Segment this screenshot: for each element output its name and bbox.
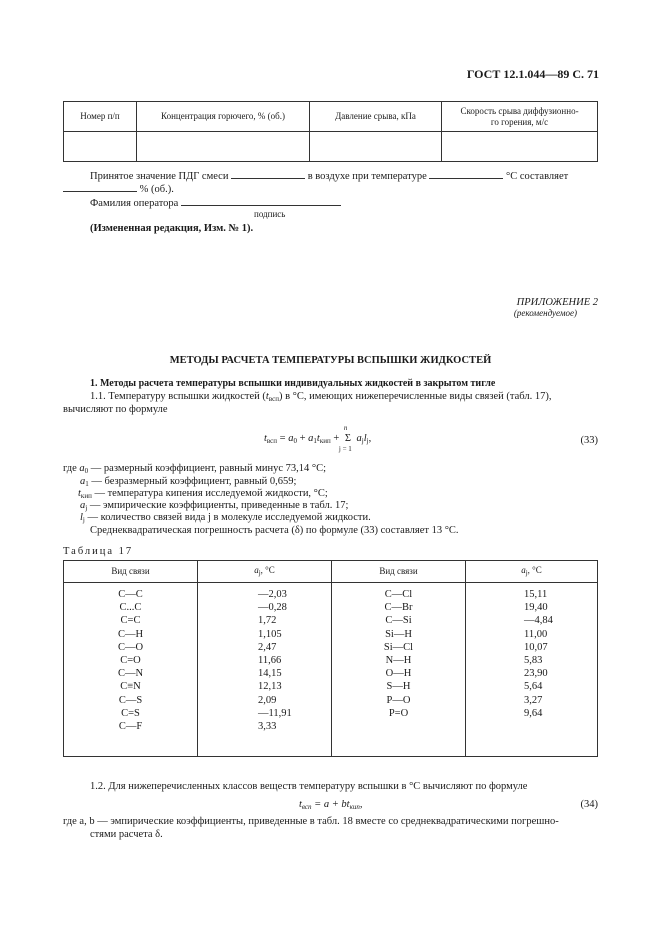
form-line-2	[63, 181, 174, 196]
symbol-sub: 0	[293, 437, 297, 445]
bond-cell: S—Н	[386, 681, 411, 693]
symbol-t: t	[265, 391, 269, 402]
legend-sub: j	[82, 516, 85, 524]
legend-symbol: a	[80, 500, 86, 511]
text-run: 1.1. Температуру вспышки жидкостей (	[90, 391, 266, 402]
form-table	[63, 101, 598, 162]
coef-unit: , °С	[260, 564, 275, 575]
blank-line	[181, 195, 341, 206]
value-cell: 19,40	[524, 602, 548, 614]
value-cell: 11,66	[258, 654, 282, 666]
form-text: % (об.).	[139, 184, 174, 195]
legend-symbol: t	[78, 488, 81, 499]
table-cell	[310, 132, 442, 162]
coef-symbol: a	[254, 564, 259, 575]
legend-symbol: l	[80, 512, 83, 523]
bond-cell: С=О	[120, 654, 141, 666]
operator: =	[277, 433, 289, 444]
sum-lower: j = 1	[338, 445, 352, 453]
formula-33-number: (33)	[580, 435, 598, 446]
appendix-subtitle: (рекомендуемое)	[513, 308, 577, 318]
value-cell: 14,15	[258, 668, 282, 680]
formula-rhs: = a + bt	[311, 799, 350, 810]
bond-cell: С—S	[118, 694, 143, 706]
symbol: a	[356, 433, 362, 444]
value-cell: —4,84	[524, 615, 553, 627]
form-text: °С составляет	[506, 171, 569, 182]
closing-line-2: стями расчета δ.	[90, 829, 163, 840]
value-cell: 2,47	[258, 641, 277, 653]
bond-cell: Si—Н	[385, 628, 412, 640]
blank-line	[429, 168, 503, 179]
coef-unit: , °С	[527, 564, 542, 575]
section-title: МЕТОДЫ РАСЧЕТА ТЕМПЕРАТУРЫ ВСПЫШКИ ЖИДКОСТЕЙ	[169, 355, 492, 366]
table-header-cell: Номер п/п	[64, 102, 137, 132]
bond-cell: С≡N	[120, 681, 141, 693]
bond-cell: С—Si	[385, 615, 412, 627]
operator: +	[330, 433, 342, 444]
legend-prefix: где	[63, 463, 80, 474]
value-cell: 5,64	[524, 681, 543, 693]
table-header-cell: Концентрация горючего, % (об.)	[137, 102, 310, 132]
bond-cell: О—Н	[385, 668, 412, 680]
legend-symbol: a	[79, 463, 85, 474]
legend-sub: j	[85, 504, 88, 512]
value-cell: —2,03	[258, 589, 287, 600]
table-cell	[64, 132, 137, 162]
subsection-title: 1. Методы расчета температуры вспышки индивидуальных жидкостей в закрытом тигле	[90, 378, 496, 389]
value-cell: 23,90	[524, 668, 548, 680]
legend-text: — безразмерный коэффициент, равный 0,659;	[91, 476, 297, 487]
bond-cell: Р—О	[386, 694, 411, 706]
bond-cell: С—О	[117, 641, 144, 653]
bond-cell: Р=О	[388, 707, 409, 719]
coef-sub: j	[525, 568, 528, 577]
header-bond: Вид связи	[64, 561, 198, 583]
legend-text: — температура кипения исследуемой жидкости, °С;	[94, 488, 328, 499]
header-coef	[466, 561, 598, 583]
blank-line	[231, 168, 305, 179]
operator-label: Фамилия оператора	[90, 198, 179, 209]
symbol: l	[363, 433, 367, 444]
symbol: a	[288, 433, 294, 444]
bond-cell: С=С	[120, 615, 141, 627]
operator: +	[296, 433, 309, 444]
header-bond: Вид связи	[332, 561, 466, 583]
bond-cell: Si—Cl	[383, 641, 414, 653]
sum-sign: Σ	[344, 433, 351, 444]
symbol-sub: всп	[268, 395, 279, 403]
bond-cell: С—F	[118, 720, 143, 732]
signature-label: подпись	[254, 209, 286, 219]
bond-column-right	[332, 583, 466, 757]
legend-sub: 0	[84, 467, 89, 475]
bond-cell: С—N	[117, 668, 144, 680]
paragraph-1-2: 1.2. Для нижеперечисленных классов веществ температуру вспышки в °С вычисляют по формуле	[90, 781, 528, 792]
header-line: Скорость срыва диффузионно-	[460, 105, 579, 116]
symbol-sub: 1	[313, 437, 317, 445]
value-cell: —0,28	[258, 602, 287, 614]
symbol-sub: всп	[301, 803, 312, 811]
sum-upper: n	[343, 424, 348, 432]
legend-text: — размерный коэффициент, равный минус 73,14 °С;	[90, 463, 327, 474]
value-cell: 2,09	[258, 694, 277, 706]
table-caption: Таблица 17	[63, 546, 134, 557]
punct: ,	[368, 433, 372, 444]
punct: ,	[359, 799, 363, 810]
bond-cell: С...С	[119, 602, 142, 614]
coef-symbol: a	[521, 564, 526, 575]
symbol: t	[264, 433, 267, 444]
header-coef	[198, 561, 332, 583]
symbol-sub: кип	[349, 803, 360, 811]
operator-line	[90, 195, 341, 210]
formula-34	[299, 798, 362, 814]
table-header-cell: Давление срыва, кПа	[310, 102, 442, 132]
form-text: в воздухе при температуре	[307, 171, 427, 182]
value-cell: 15,11	[524, 589, 548, 600]
table-17	[63, 560, 598, 757]
value-column-right	[466, 583, 598, 757]
legend-text: — количество связей вида j в молекуле исследуемой жидкости.	[87, 512, 371, 523]
value-cell: 12,13	[258, 681, 282, 693]
symbol: a	[308, 433, 314, 444]
symbol: t	[316, 433, 320, 444]
formula-34-number: (34)	[580, 799, 598, 810]
table-header-cell	[442, 102, 598, 132]
legend-symbol: a	[80, 476, 86, 487]
form-text: Принятое значение ПДГ смеси	[90, 171, 229, 182]
text-run: ) в °С, имеющих нижеперечисленные виды связей (табл. 17),	[278, 391, 552, 402]
bond-cell: N—Н	[385, 654, 412, 666]
value-cell: —11,91	[258, 707, 292, 719]
closing-line-1: где a, b — эмпирические коэффициенты, приведенные в табл. 18 вместе со среднеквадратическими погрешно-	[63, 816, 559, 827]
bond-cell: С—Cl	[384, 589, 413, 600]
paragraph-1-1-cont: вычисляют по формуле	[63, 404, 168, 415]
value-cell: 1,72	[258, 615, 277, 627]
value-cell: 5,83	[524, 654, 543, 666]
value-cell: 3,27	[524, 694, 543, 706]
value-cell: 11,00	[524, 628, 548, 640]
header-line: го горения, м/с	[490, 116, 549, 127]
symbol-sub: j	[366, 437, 369, 445]
value-cell: 3,33	[258, 720, 277, 732]
symbol-sub: j	[361, 437, 364, 445]
sum-block	[338, 424, 354, 453]
legend-sub: 1	[85, 480, 89, 488]
bond-cell: С=S	[121, 707, 140, 719]
blank-line	[63, 181, 137, 192]
formula-33	[264, 424, 372, 453]
table-cell	[442, 132, 598, 162]
symbol-sub: всп	[266, 437, 278, 445]
legend-sub: кип	[80, 492, 92, 500]
rms-note: Среднеквадратическая погрешность расчета (δ) по формуле (33) составляет 13 °С.	[90, 525, 459, 536]
revision-note: (Измененная редакция, Изм. № 1).	[90, 223, 254, 234]
symbol-sub: кип	[319, 437, 331, 445]
value-cell: 10,07	[524, 641, 548, 653]
table-cell	[137, 132, 310, 162]
bond-cell: С—Н	[117, 628, 144, 640]
bond-cell: С—С	[118, 589, 143, 600]
legend-text: — эмпирические коэффициенты, приведенные в табл. 17;	[89, 500, 349, 511]
coef-sub: j	[258, 568, 261, 577]
value-column-left	[198, 583, 332, 757]
value-cell: 1,105	[258, 628, 282, 640]
appendix-title: ПРИЛОЖЕНИЕ 2	[516, 297, 598, 308]
page-header: ГОСТ 12.1.044—89 С. 71	[466, 67, 599, 81]
bond-column-left	[64, 583, 198, 757]
bond-cell: С—Br	[384, 602, 413, 614]
value-cell: 9,64	[524, 707, 543, 719]
symbol: t	[299, 799, 302, 810]
